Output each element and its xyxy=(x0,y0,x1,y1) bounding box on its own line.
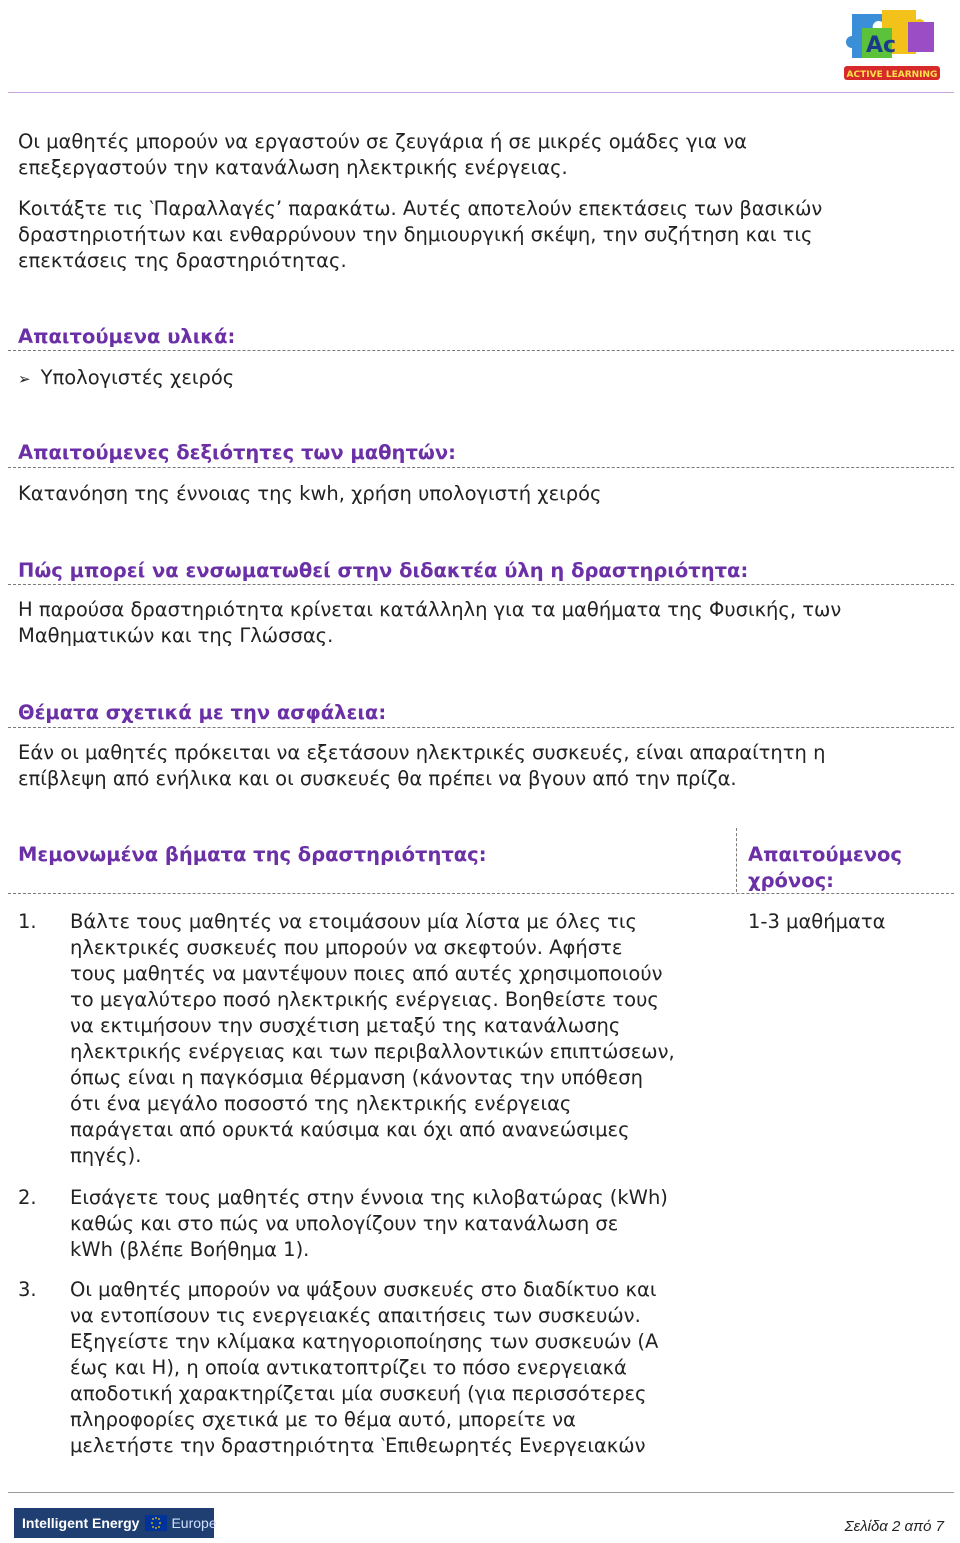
intro-paragraph-2: Κοιτάξτε τις ‵Παραλλαγές’ παρακάτω. Αυτές αποτελούν επεκτάσεις των βασικών δραστηριοτήτων και ενθαρρύνουν την δημιουργική σκέψη, την συζήτηση και τις επεκτάσεις της δραστηριότητας. xyxy=(18,197,823,272)
step-number: 2. xyxy=(18,1186,37,1209)
intelligent-energy-badge xyxy=(14,1508,217,1538)
time-value: 1-3 μαθήματα xyxy=(748,910,886,933)
materials-heading: Απαιτούμενα υλικά: xyxy=(18,325,236,348)
curriculum-divider xyxy=(8,584,954,585)
steps-heading: Μεμονωμένα βήματα της δραστηριότητας: xyxy=(18,843,487,866)
step-text: Οι μαθητές μπορούν να ψάξουν συσκευές στο διαδίκτυο και να εντοπίσουν τις ενεργειακές απαιτήσεις των συσκευών. Εξηγείστε την κλίμακα κατηγοριοποίησης των συσκευών (Α έως και Η), η οποία αντικατοπτρίζει το πόσο ενεργειακά αποδοτική χαρακτηρίζεται μία συσκευή (για περισσότερες πληροφορίες σχετικά με το θέμα αυτό, μπορείτε να μελετήστε την δραστηριότητα ‵Επιθεωρητές Ενεργειακών xyxy=(70,1278,659,1457)
safety-heading: Θέματα σχετικά με την ασφάλεια: xyxy=(18,701,387,724)
step-number: 1. xyxy=(18,910,37,933)
active-learning-logo xyxy=(838,6,944,82)
footer-divider xyxy=(8,1492,954,1493)
intro-paragraph-1: Οι μαθητές μπορούν να εργαστούν σε ζευγάρια ή σε μικρές ομάδες για να επεξεργαστούν την κατανάλωση ηλεκτρικής ενέργειας. xyxy=(18,130,747,179)
materials-item: ➢ Υπολογιστές χειρός xyxy=(18,366,235,389)
badge-title: Intelligent Energy xyxy=(22,1515,140,1531)
step-text: Εισάγετε τους μαθητές στην έννοια της κιλοβατώρας (kWh) καθώς και στο πώς να υπολογίζουν την κατανάλωση σε kWh (βλέπε Βοήθημα 1). xyxy=(70,1186,668,1261)
header-divider xyxy=(8,92,954,93)
logo-caption: ACTIVE LEARNING xyxy=(846,70,938,80)
safety-text: Εάν οι μαθητές πρόκειται να εξετάσουν ηλεκτρικές συσκευές, είναι απαραίτητη η επίβλεψη από ενήλικα και οι συσκευές θα πρέπει να βγουν από την πρίζα. xyxy=(18,741,826,790)
skills-text: Κατανόηση της έννοιας της kwh, χρήση υπολογιστή χειρός xyxy=(18,482,602,505)
skills-heading: Απαιτούμενες δεξιότητες των μαθητών: xyxy=(18,441,456,464)
skills-divider xyxy=(8,467,954,468)
logo-letters: Ac xyxy=(866,33,897,58)
curriculum-text: Η παρούσα δραστηριότητα κρίνεται κατάλληλη για τα μαθήματα της Φυσικής, των Μαθηματικών και της Γλώσσας. xyxy=(18,598,842,647)
time-heading: Απαιτούμενος χρόνος: xyxy=(748,843,902,892)
steps-divider xyxy=(8,893,954,894)
badge-subtitle: Europe xyxy=(171,1515,217,1531)
materials-divider xyxy=(8,350,954,351)
page-number: Σελίδα 2 από 7 xyxy=(844,1518,944,1535)
eu-flag-icon xyxy=(145,1515,167,1531)
safety-divider xyxy=(8,727,954,728)
curriculum-heading: Πώς μπορεί να ενσωματωθεί στην διδακτέα ύλη η δραστηριότητα: xyxy=(18,559,749,582)
puzzle-logo-icon xyxy=(838,6,944,82)
step-text: Βάλτε τους μαθητές να ετοιμάσουν μία λίστα με όλες τις ηλεκτρικές συσκευές που μπορούν να σκεφτούν. Αφήστε τους μαθητές να μαντέψουν ποιες από αυτές χρησιμοποιούν το μεγαλύτερο ποσό ηλεκτρικής ενέργειας. Βοηθείστε τους να εκτιμήσουν την συσχέτιση μεταξύ της κατανάλωσης ηλεκτρικής ενέργειας και των περιβαλλοντικών επιπτώσεων, όπως είναι η παγκόσμια θέρμανση (κάνοντας την υπόθεση ότι ένα μεγάλο ποσοστό της ηλεκτρικής ενέργειας παράγεται από ορυκτά καύσιμα και όχι από ανανεώσιμες πηγές). xyxy=(70,910,675,1167)
steps-column-divider xyxy=(736,828,737,892)
step-number: 3. xyxy=(18,1278,37,1301)
arrow-bullet-icon: ➢ xyxy=(18,370,31,388)
